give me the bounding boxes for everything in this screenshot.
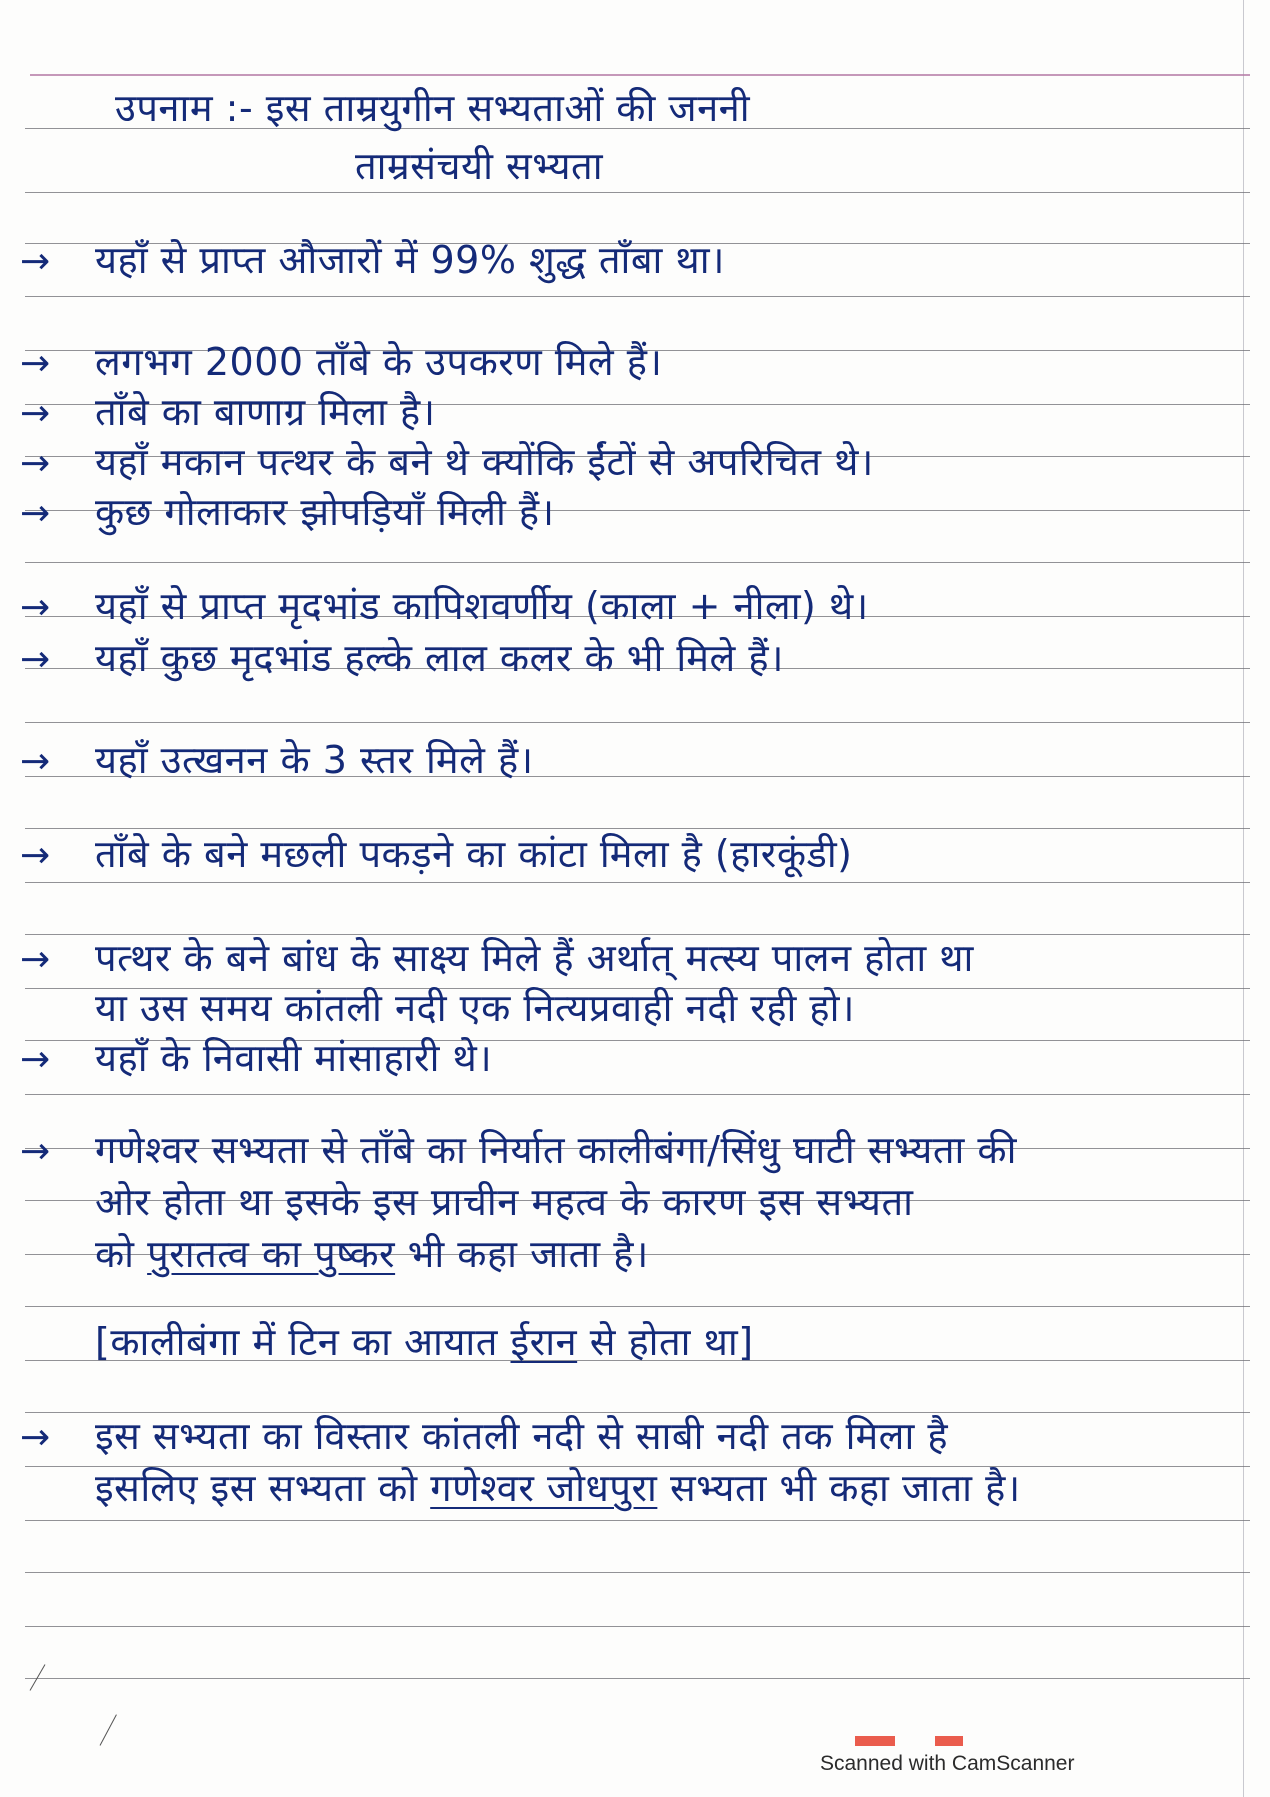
note-text: ताँबे का बाणाग्र मिला है।: [95, 390, 436, 434]
arrow-bullet-icon: →: [20, 835, 51, 876]
note-text: भी कहा जाता है।: [395, 1232, 649, 1276]
heading-line: [115, 86, 1270, 130]
note-line: [20, 832, 1245, 878]
heading-text: उपनाम :- इस ताम्रयुगीन सभ्यताओं की जननी: [115, 86, 751, 130]
note-text: यहाँ उत्खनन के 3 स्तर मिले हैं।: [95, 738, 534, 782]
note-text: पत्थर के बने बांध के साक्ष्य मिले हैं अर्थात् मत्स्य पालन होता था: [95, 936, 974, 980]
arrow-bullet-icon: →: [20, 939, 51, 980]
ruled-line: [25, 1572, 1250, 1573]
arrow-bullet-icon: →: [20, 393, 51, 434]
note-text: कुछ गोलाकार झोपड़ियाँ मिली हैं।: [95, 490, 555, 534]
arrow-bullet-icon: →: [20, 443, 51, 484]
scanner-watermark: Scanned with CamScanner: [820, 1752, 1075, 1775]
note-line: [20, 584, 1245, 630]
note-text: सभ्यता भी कहा जाता है।: [657, 1466, 1021, 1510]
note-line: [20, 636, 1245, 682]
scan-artifact: [855, 1736, 895, 1746]
ruled-line: [25, 1678, 1250, 1679]
note-text: को: [95, 1232, 148, 1276]
note-text: [कालीबंगा में टिन का आयात: [95, 1320, 511, 1364]
note-text: इस सभ्यता का विस्तार कांतली नदी से साबी नदी तक मिला है: [95, 1414, 949, 1458]
scan-artifact: [935, 1736, 963, 1746]
top-ruled-line: [30, 74, 1250, 76]
bracket-note-line: [95, 1320, 1270, 1364]
note-text: ओर होता था इसके इस प्राचीन महत्व के कारण इस सभ्यता: [95, 1180, 914, 1224]
arrow-bullet-icon: →: [20, 639, 51, 680]
note-text: यहाँ से प्राप्त औजारों में 99% शुद्ध ताँबा था।: [95, 238, 725, 282]
note-text: यहाँ से प्राप्त मृदभांड कापिशवर्णीय (काला + नीला) थे।: [95, 584, 869, 628]
note-line: [20, 340, 1245, 386]
note-line: [20, 1128, 1245, 1174]
ruled-line: [25, 1094, 1250, 1095]
ruled-line: [25, 722, 1250, 723]
arrow-bullet-icon: →: [20, 1131, 51, 1172]
note-line: [20, 238, 1245, 284]
note-line: [20, 1414, 1245, 1460]
ruled-line: [25, 192, 1250, 193]
ruled-line: [25, 934, 1250, 935]
note-line: [20, 1036, 1245, 1082]
note-text: ताँबे के बने मछली पकड़ने का कांटा मिला है (हारकूंडी): [95, 832, 853, 876]
note-line: [20, 1466, 1245, 1510]
ruled-line: [25, 1306, 1250, 1307]
note-text: या उस समय कांतली नदी एक नित्यप्रवाही नदी रही हो।: [95, 986, 855, 1030]
heading-subtext: ताम्रसंचयी सभ्यता: [355, 144, 604, 188]
note-text: यहाँ मकान पत्थर के बने थे क्योंकि ईंटों से अपरिचित थे।: [95, 440, 874, 484]
note-line: [20, 1232, 1245, 1276]
note-line: [20, 986, 1245, 1030]
arrow-bullet-icon: →: [20, 1039, 51, 1080]
note-text: से होता था]: [577, 1320, 754, 1364]
note-text: लगभग 2000 ताँबे के उपकरण मिले हैं।: [95, 340, 663, 384]
note-line: [20, 936, 1245, 982]
underlined-term: गणेश्वर जोधपुरा: [430, 1466, 658, 1510]
ruled-line: [25, 828, 1250, 829]
note-text: गणेश्वर सभ्यता से ताँबे का निर्यात कालीबंगा/सिंधु घाटी सभ्यता की: [95, 1128, 1017, 1172]
arrow-bullet-icon: →: [20, 493, 51, 534]
note-line: [20, 738, 1245, 784]
arrow-bullet-icon: →: [20, 587, 51, 628]
arrow-bullet-icon: →: [20, 343, 51, 384]
underlined-term: ईरान: [510, 1320, 578, 1364]
heading-subline: [355, 144, 1270, 188]
underlined-term: पुरातत्व का पुष्कर: [147, 1232, 396, 1276]
arrow-bullet-icon: →: [20, 241, 51, 282]
arrow-bullet-icon: →: [20, 1417, 51, 1458]
note-text: यहाँ के निवासी मांसाहारी थे।: [95, 1036, 493, 1080]
note-text: इसलिए इस सभ्यता को: [95, 1466, 431, 1510]
note-text: यहाँ कुछ मृदभांड हल्के लाल कलर के भी मिले हैं।: [95, 636, 784, 680]
note-line: [20, 490, 1245, 536]
note-line: [20, 440, 1245, 486]
ruled-line: [25, 882, 1250, 883]
ruled-line: [25, 1412, 1250, 1413]
stray-pen-mark: [100, 1714, 117, 1745]
arrow-bullet-icon: →: [20, 741, 51, 782]
ruled-line: [25, 296, 1250, 297]
ruled-line: [25, 1520, 1250, 1521]
ruled-line: [25, 562, 1250, 563]
note-line: [20, 390, 1245, 436]
note-line: [20, 1180, 1245, 1224]
ruled-line: [25, 1626, 1250, 1627]
